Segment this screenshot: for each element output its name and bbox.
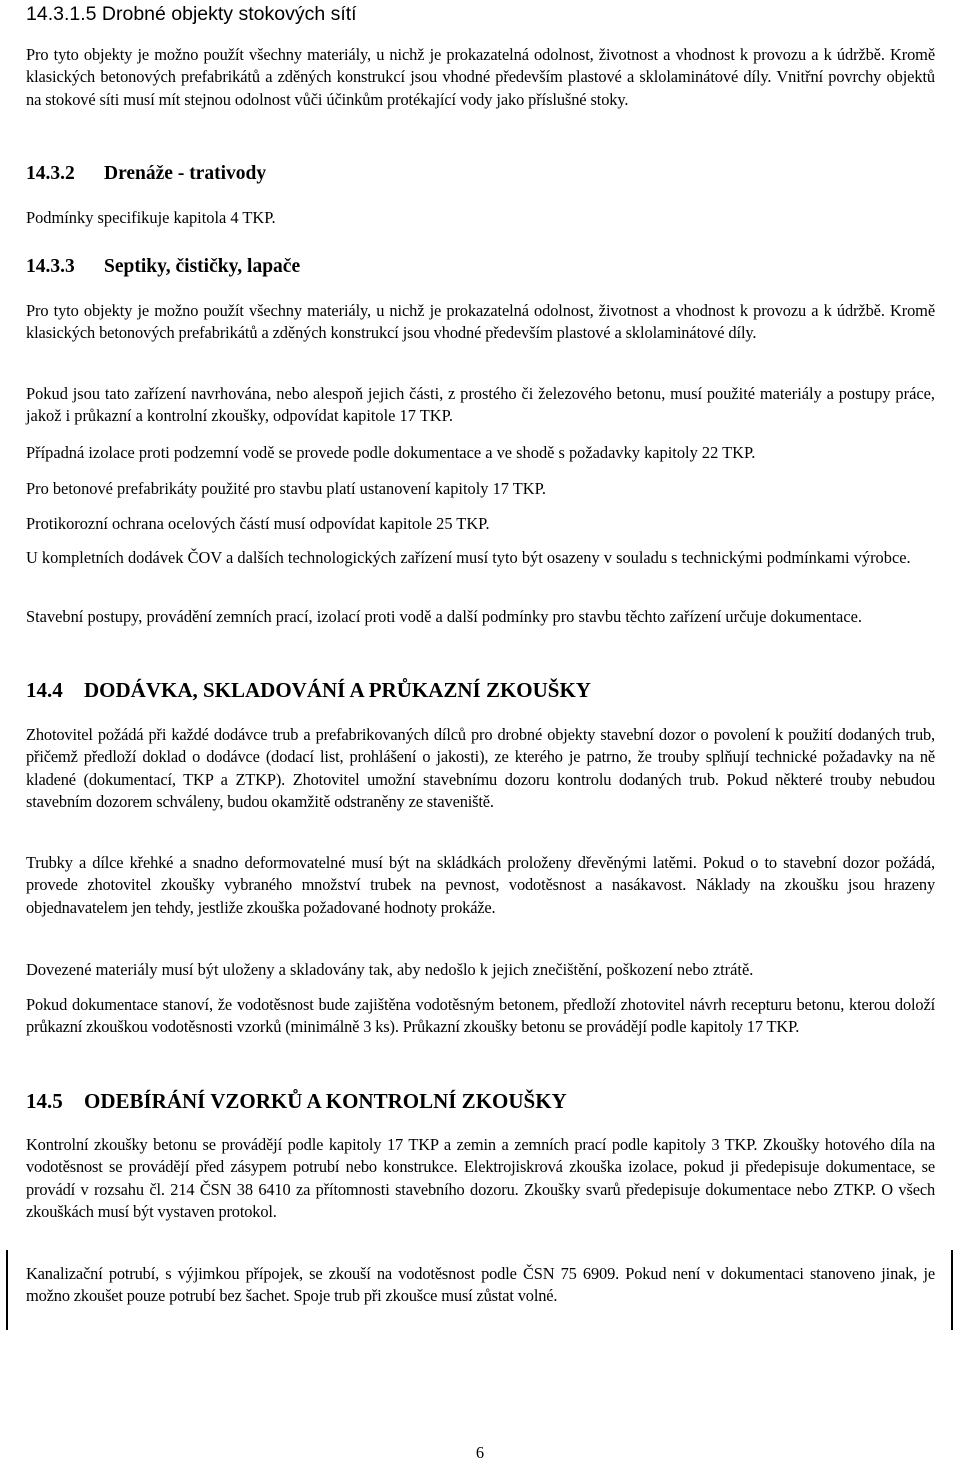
paragraph-14-3-3-6: U kompletních dodávek ČOV a dalších technologických zařízení musí tyto být osazeny v souladu s technickými podmínkami výrobce. <box>26 548 911 567</box>
paragraph-14-3-2: Podmínky specifikuje kapitola 4 TKP. <box>26 208 276 227</box>
paragraph-14-3-3-3: Případná izolace proti podzemní vodě se provede podle dokumentace a ve shodě s požadavky kapitoly 22 TKP. <box>26 443 756 462</box>
heading-number: 14.5 <box>26 1089 63 1113</box>
heading-14-3-1-5: 14.3.1.5 Drobné objekty stokových sítí <box>26 3 357 25</box>
paragraph-14-5-2: Kanalizační potrubí, s výjimkou přípojek, se zkouší na vodotěsnost podle ČSN 75 6909. Pokud není v dokumentaci stanoveno jinak, je možno zkoušet pouze potrubí bez šachet. Spoje trub při zkoušce musí zůstat volné. <box>26 1264 935 1306</box>
heading-14-3-2 <box>26 163 266 185</box>
paragraph-14-5-1: Kontrolní zkoušky betonu se provádějí podle kapitoly 17 TKP a zemin a zemních prací podle kapitoly 3 TKP. Zkoušky hotového díla na vodotěsnost se provádějí před zásypem potrubí nebo konstrukce. Elektrojiskrová zkouška izolace, pokud ji předepisuje dokumentace, se provádí v rozsahu čl. 214 ČSN 38 6410 za přítomnosti stavebního dozoru. Zkoušky svarů předepisuje dokumentace nebo ZTKP. O všech zkouškách musí být vystaven protokol. <box>26 1135 935 1222</box>
heading-number: 14.4 <box>26 678 63 702</box>
paragraph-14-4-4: Pokud dokumentace stanoví, že vodotěsnost bude zajištěna vodotěsným betonem, předloží zhotovitel návrh recepturu betonu, kterou doloží průkazní zkouškou vodotěsnosti vzorků (minimálně 3 ks). Průkazní zkoušky betonu se provádějí podle kapitoly 17 TKP. <box>26 995 935 1037</box>
heading-title: Septiky, čističky, lapače <box>104 256 301 277</box>
heading-14-5 <box>26 1089 567 1114</box>
heading-14-3-3 <box>26 256 300 278</box>
paragraph-14-3-3-1: Pro tyto objekty je možno použít všechny materiály, u nichž je prokazatelná odolnost, životnost a vhodnost k provozu a k údržbě. Kromě klasických betonových prefabrikátů a zděných konstrukcí jsou vhodné především plastové a sklolaminátové díly. <box>26 301 935 343</box>
heading-title: DODÁVKA, SKLADOVÁNÍ A PRŮKAZNÍ ZKOUŠKY <box>84 678 591 702</box>
paragraph-14-3-3-4: Pro betonové prefabrikáty použité pro stavbu platí ustanovení kapitoly 17 TKP. <box>26 479 547 498</box>
heading-14-4 <box>26 678 591 703</box>
paragraph-14-4-3: Dovezené materiály musí být uloženy a skladovány tak, aby nedošlo k jejich znečištění, poškození nebo ztrátě. <box>26 960 754 979</box>
page-number: 6 <box>475 1443 485 1462</box>
paragraph-14-4-2: Trubky a dílce křehké a snadno deformovatelné musí být na skládkách proloženy dřevěnými latěmi. Pokud o to stavební dozor požádá, provede zhotovitel zkoušky vybraného množství trubek na pevnost, vodotěsnost a nasákavost. Náklady na zkoušku jsou hrazeny objednavatelem jen tehdy, jestliže zkouška požadované hodnoty prokáže. <box>26 853 935 917</box>
paragraph-14-4-1: Zhotovitel požádá při každé dodávce trub a prefabrikovaných dílců pro drobné objekty stavební dozor o povolení k použití dodaných trub, přičemž předloží doklad o dodávce (dodací list, prohlášení o jakosti), ze kterého je patrno, že trouby splňují technické požadavky na ně kladené (dokumentací, TKP a ZTKP). Zhotovitel umožní stavebnímu dozoru kontrolu dodaných trub. Pokud některé trouby nebudou stavebním dozorem schváleny, budou okamžitě odstraněny ze staveniště. <box>26 725 935 812</box>
paragraph-14-3-3-7: Stavební postupy, provádění zemních prací, izolací proti vodě a další podmínky pro stavbu těchto zařízení určuje dokumentace. <box>26 607 862 626</box>
paragraph-14-3-3-5: Protikorozní ochrana ocelových částí musí odpovídat kapitole 25 TKP. <box>26 514 490 533</box>
heading-number: 14.3.2 <box>26 163 75 184</box>
heading-number: 14.3.3 <box>26 256 75 277</box>
change-bar-left <box>6 1250 8 1330</box>
change-bar-right <box>951 1250 953 1330</box>
heading-title: ODEBÍRÁNÍ VZORKŮ A KONTROLNÍ ZKOUŠKY <box>84 1089 567 1113</box>
paragraph-14-3-1-5: Pro tyto objekty je možno použít všechny materiály, u nichž je prokazatelná odolnost, životnost a vhodnost k provozu a k údržbě. Kromě klasických betonových prefabrikátů a zděných konstrukcí jsou vhodné především plastové a sklolaminátové díly. Vnitřní povrchy objektů na stokové síti musí mít stejnou odolnost vůči účinkům protékající vody jako příslušné stoky. <box>26 45 935 109</box>
heading-title: Drenáže - trativody <box>104 163 267 184</box>
paragraph-14-3-3-2: Pokud jsou tato zařízení navrhována, nebo alespoň jejich části, z prostého či železového betonu, musí použité materiály a postupy práce, jakož i průkazní a kontrolní zkoušky, odpovídat kapitole 17 TKP. <box>26 384 935 426</box>
